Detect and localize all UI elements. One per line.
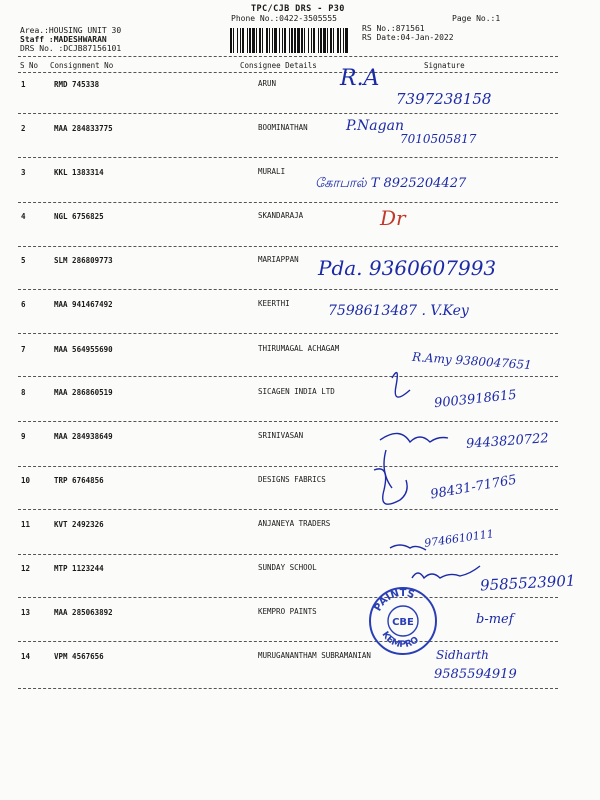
sheet-title: TPC/CJB DRS - P30 (251, 4, 345, 14)
row-consignee: BOOMINATHAN (258, 123, 308, 132)
barcode-bar (256, 28, 257, 53)
barcode-bar (301, 28, 303, 53)
staff-label: Staff :MADESHWARAN (20, 35, 107, 44)
barcode-bar (266, 28, 268, 53)
barcode-bar (313, 28, 315, 53)
divider (18, 597, 558, 598)
page-number: Page No.:1 (452, 14, 501, 23)
rs-date: RS Date:04-Jan-2022 (362, 33, 454, 42)
divider (18, 641, 558, 642)
row-consignment: KKL 1383314 (54, 168, 104, 177)
row-consignee: MARIAPPAN (258, 255, 299, 264)
barcode-bar (242, 28, 244, 53)
table-row (0, 124, 600, 164)
row-consignment: NGL 6756825 (54, 212, 104, 221)
barcode-bar (259, 28, 261, 53)
row-consignee: MURUGANANTHAM SUBRAMANIAN (258, 651, 371, 660)
barcode-bar (337, 28, 339, 53)
row-consignee: ANJANEYA TRADERS (258, 519, 331, 528)
barcode-bar (237, 28, 238, 53)
divider (18, 554, 558, 555)
row-sno: 9 (21, 432, 26, 441)
barcode-bar (333, 28, 334, 53)
row-consignment: SLM 286809773 (54, 256, 113, 265)
signature-13: b-mef (476, 612, 514, 627)
barcode-bar (320, 28, 322, 53)
rs-number: RS No.:871561 (362, 24, 425, 33)
row-consignment: MAA 564955690 (54, 345, 113, 354)
kempro-stamp-icon (368, 586, 438, 656)
row-consignee: DESIGNS FABRICS (258, 475, 326, 484)
row-sno: 5 (21, 256, 26, 265)
area-block (20, 26, 121, 53)
divider (18, 421, 558, 422)
divider (18, 509, 558, 510)
row-consignment: MAA 941467492 (54, 300, 113, 309)
row-consignee: MURALI (258, 167, 286, 176)
signature-5: Pda. 9360607993 (318, 256, 497, 280)
row-consignment: VPM 4567656 (54, 652, 104, 661)
signature-14-phone: 9585594919 (434, 667, 517, 682)
stamp-center-text: CBE (392, 617, 414, 628)
signature-12: 9585523901 (479, 571, 576, 595)
divider (18, 688, 558, 689)
barcode-bar (230, 28, 232, 53)
barcode-bar (318, 28, 319, 53)
signature-2-name: P.Nagan (346, 118, 404, 134)
barcode-bar (247, 28, 248, 53)
stamp-bottom-text: KEMPRO (379, 630, 421, 651)
row-consignment: MAA 286860519 (54, 388, 113, 397)
barcode-bar (249, 28, 251, 53)
col-sno: S No (20, 61, 39, 70)
row-consignment: MAA 285063892 (54, 608, 113, 617)
signature-4: Dr (380, 206, 406, 230)
drs-number: DRS No. :DCJB87156101 (20, 44, 122, 53)
col-consignment: Consignment No (50, 61, 114, 70)
barcode-bar (330, 28, 332, 53)
barcode-bar (291, 28, 293, 53)
row-sno: 13 (21, 608, 31, 617)
barcode-bar (294, 28, 296, 53)
divider (18, 157, 558, 158)
row-sno: 14 (21, 652, 31, 661)
barcode-bar (240, 28, 241, 53)
row-consignee: THIRUMAGAL ACHAGAM (258, 344, 340, 353)
barcode-bar (289, 28, 290, 53)
barcode-bar (272, 28, 273, 53)
col-details: Consignee Details (240, 61, 317, 70)
divider (18, 246, 558, 247)
divider (18, 113, 558, 114)
row-consignee: ARUN (258, 79, 277, 88)
divider (18, 466, 558, 467)
barcode-icon (230, 28, 350, 53)
signature-2-phone: 7010505817 (400, 132, 477, 146)
rs-block (362, 24, 454, 42)
row-consignment: MAA 284938649 (54, 432, 113, 441)
barcode-bar (327, 28, 328, 53)
barcode-bar (282, 28, 283, 53)
signature-1-initials: R.A (340, 66, 380, 91)
divider (18, 56, 558, 57)
barcode-bar (297, 28, 300, 53)
row-sno: 11 (21, 520, 31, 529)
row-sno: 7 (21, 345, 26, 354)
signature-7: R.Amy 9380047651 (411, 349, 533, 373)
row-consignee: SICAGEN INDIA LTD (258, 387, 335, 396)
phone-number: Phone No.:0422-3505555 (231, 14, 337, 23)
barcode-bar (252, 28, 255, 53)
barcode-bar (311, 28, 312, 53)
table-row (0, 300, 600, 340)
row-sno: 8 (21, 388, 26, 397)
barcode-bar (340, 28, 341, 53)
barcode-bar (343, 28, 344, 53)
barcode-bar (284, 28, 286, 53)
row-sno: 12 (21, 564, 31, 573)
row-consignment: KVT 2492326 (54, 520, 104, 529)
row-consignment: RMD 745338 (54, 80, 100, 89)
stamp-top-text: PAINTS (372, 588, 416, 614)
signature-11: 9746610111 (423, 527, 495, 550)
svg-text:KEMPRO (379, 630, 421, 650)
barcode-bar (269, 28, 270, 53)
divider (18, 72, 558, 73)
row-consignee: SUNDAY SCHOOL (258, 563, 317, 572)
divider (18, 333, 558, 334)
divider (18, 202, 558, 203)
signature-14-name: Sidharth (436, 648, 489, 662)
barcode-bar (323, 28, 326, 53)
signature-1-phone: 7397238158 (396, 90, 492, 108)
signature-9: 9443820722 (465, 431, 550, 452)
table-row (0, 256, 600, 296)
barcode-bar (345, 28, 348, 53)
col-signature: Signature (424, 61, 465, 70)
divider (18, 289, 558, 290)
row-sno: 4 (21, 212, 26, 221)
signature-6: 7598613487 . V.Key (328, 303, 469, 319)
barcode-bar (304, 28, 305, 53)
signature-3: கோபால் T 8925204427 (315, 176, 467, 191)
row-consignment: MTP 1123244 (54, 564, 104, 573)
barcode-bar (274, 28, 277, 53)
row-consignee: KEERTHI (258, 299, 290, 308)
barcode-bar (279, 28, 280, 53)
row-consignee: KEMPRO PAINTS (258, 607, 317, 616)
row-sno: 1 (21, 80, 26, 89)
barcode-bar (308, 28, 309, 53)
row-sno: 3 (21, 168, 26, 177)
row-sno: 6 (21, 300, 26, 309)
row-sno: 2 (21, 124, 26, 133)
row-consignment: MAA 284833775 (54, 124, 113, 133)
row-consignee: SRINIVASAN (258, 431, 304, 440)
row-consignment: TRP 6764856 (54, 476, 104, 485)
signature-8: 9003918615 (433, 387, 518, 412)
barcode-bar (233, 28, 234, 53)
row-consignee: SKANDARAJA (258, 211, 304, 220)
divider (18, 376, 558, 377)
signature-10: 98431-71765 (429, 472, 518, 503)
table-row (0, 80, 600, 120)
area-label: Area.:HOUSING UNIT 30 (20, 26, 122, 35)
row-sno: 10 (21, 476, 31, 485)
barcode-bar (262, 28, 263, 53)
